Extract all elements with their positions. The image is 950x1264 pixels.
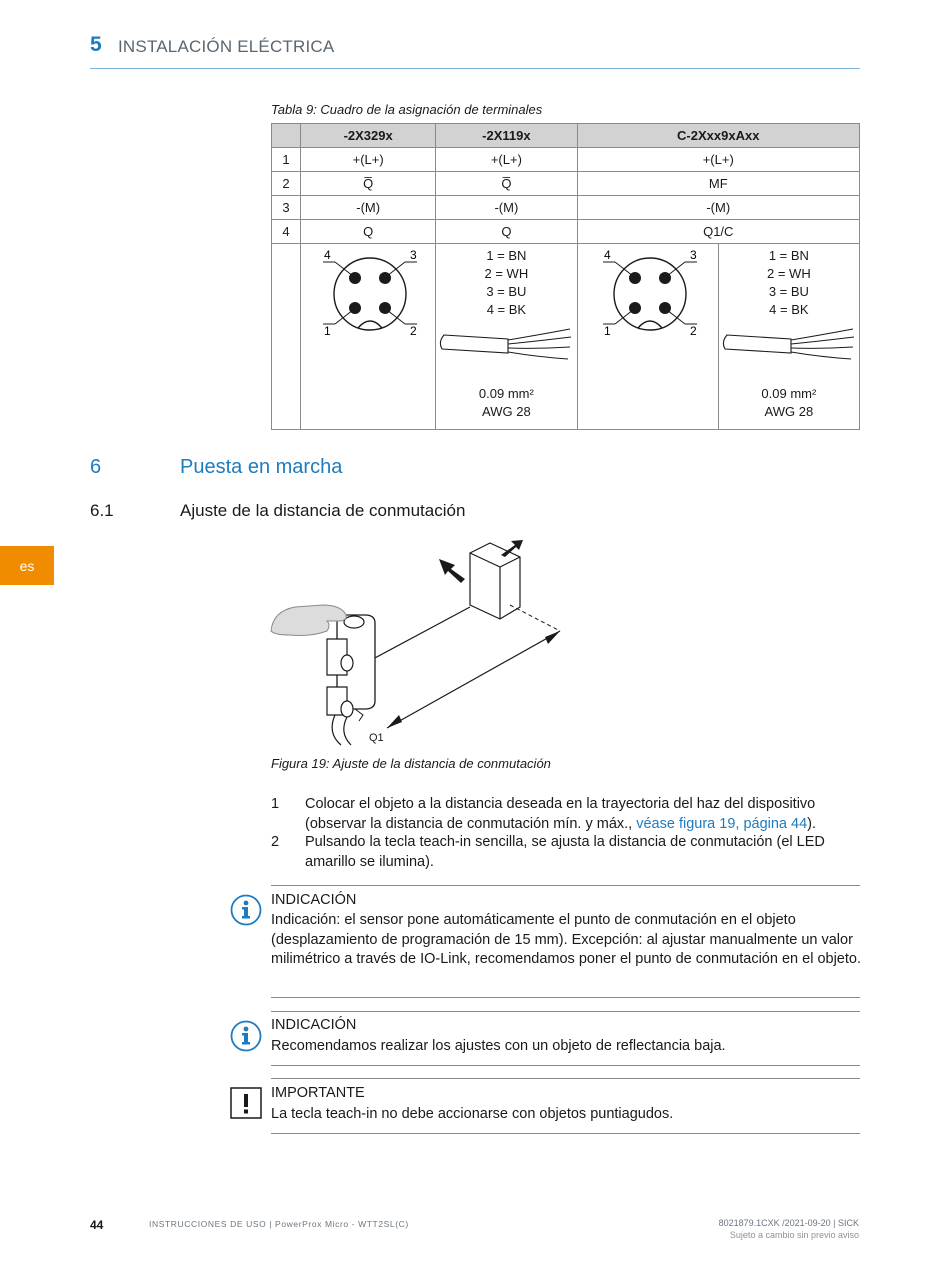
step-suffix: ).: [807, 815, 816, 832]
cable-cell: [718, 244, 859, 430]
chapter-number: 5: [90, 33, 102, 56]
figure-caption: Figura 19: Ajuste de la distancia de conmutación: [271, 756, 551, 771]
page-number: 44: [90, 1218, 104, 1232]
cable-awg: AWG 28: [764, 404, 814, 419]
cable-awg: AWG 28: [482, 404, 531, 419]
table-cell: -(M): [301, 196, 436, 220]
table-row-diagrams: [272, 244, 860, 430]
table-row: [272, 172, 860, 196]
arrow-icon: [439, 559, 465, 583]
table-row: [272, 196, 860, 220]
terminal-table: [271, 123, 860, 430]
table-header-cell: [272, 124, 301, 148]
table-cell: +(L+): [436, 148, 577, 172]
table-cell: -(M): [577, 196, 860, 220]
wire-color: 3 = BU: [486, 284, 527, 299]
note-title: IMPORTANTE: [271, 1085, 365, 1101]
pin-label: 2: [689, 324, 697, 336]
step-body: Colocar el objeto a la distancia deseada en la trayectoria del haz del dispositivo (observar la distancia de conmutación mín. y máx.,: [305, 796, 816, 832]
section-number: 6: [90, 456, 102, 478]
note-text: La tecla teach-in no debe accionarse con objetos puntiagudos.: [271, 1106, 674, 1122]
switching-distance-figure: [265, 535, 575, 750]
connector-cell: [577, 244, 718, 430]
info-icon: [230, 894, 262, 926]
warning-icon: [230, 1087, 262, 1119]
step-number: 2: [271, 834, 280, 850]
table-header-cell: -2X329x: [301, 124, 436, 148]
pin-label: 3: [410, 248, 417, 262]
subsection-title: Ajuste de la distancia de conmutación: [180, 501, 466, 520]
note-text: Recomendamos realizar los ajustes con un objeto de reflectancia baja.: [271, 1038, 726, 1054]
connector-pinout-icon: [583, 246, 713, 336]
table-cell: +(L+): [577, 148, 860, 172]
step-number: 1: [271, 796, 280, 812]
subsection-number: 6.1: [90, 501, 114, 520]
header-rule: [90, 68, 860, 69]
wire-color: 1 = BN: [768, 248, 809, 263]
wire-color: 4 = BK: [486, 302, 527, 317]
wire-color: 1 = BN: [486, 248, 527, 263]
table-cell: Q̅: [301, 172, 436, 196]
note-text: Indicación: el sensor pone automáticamente el punto de conmutación en el objeto (desplazamiento de programación de 15 mm). Excepción: al ajustar manualmente un valor milimétrico a través de IO-Link, recomendamos poner el punto de conmutación en el objeto.: [271, 912, 861, 967]
step-text: [305, 795, 860, 834]
note-rule-bottom: [271, 1133, 860, 1134]
footer-reference: 8021879.1CXK /2021-09-20 | SICK: [718, 1218, 859, 1228]
step-text: Pulsando la tecla teach-in sencilla, se ajusta la distancia de conmutación (el LED amarillo se ilumina).: [305, 834, 825, 870]
connector-pinout-icon: [303, 246, 433, 336]
section-title: Puesta en marcha: [180, 456, 343, 478]
pin-label: 1: [324, 324, 331, 336]
pin-label: 1: [603, 324, 611, 336]
wire-color: 2 = WH: [767, 266, 811, 281]
cable-cell: [436, 244, 577, 430]
note-title: INDICACIÓN: [271, 1017, 357, 1033]
pin-label: 3: [689, 248, 697, 262]
table-row: [272, 220, 860, 244]
note-rule-bottom: [271, 997, 860, 998]
note-rule-top: [271, 885, 860, 886]
wire-color: 2 = WH: [484, 266, 529, 281]
figure-label: Q1: [369, 732, 384, 744]
table-cell: MF: [577, 172, 860, 196]
table-caption: Tabla 9: Cuadro de la asignación de terminales: [271, 102, 543, 117]
table-header-cell: C-2Xxx9xAxx: [577, 124, 860, 148]
info-icon: [230, 1020, 262, 1052]
table-cell: Q1/C: [577, 220, 860, 244]
table-cell-empty: [272, 244, 301, 430]
cable-icon: [438, 323, 574, 367]
table-cell: 4: [272, 220, 301, 244]
table-header-cell: -2X119x: [436, 124, 577, 148]
figure-link[interactable]: véase figura 19, página 44: [636, 815, 808, 832]
wire-color: 3 = BU: [768, 284, 809, 299]
chapter-title: INSTALACIÓN ELÉCTRICA: [118, 37, 335, 56]
cable-section: 0.09 mm²: [478, 386, 534, 401]
table-cell: -(M): [436, 196, 577, 220]
table-row: [272, 148, 860, 172]
table-cell: +(L+): [301, 148, 436, 172]
note-rule-top: [271, 1078, 860, 1079]
note-rule-top: [271, 1011, 860, 1012]
cable-icon: [721, 323, 857, 367]
language-tab[interactable]: es: [0, 546, 54, 585]
table-cell: Q: [301, 220, 436, 244]
pin-label: 4: [603, 248, 611, 262]
wire-color: 4 = BK: [769, 302, 809, 317]
pin-label: 2: [410, 324, 417, 336]
pin-label: 4: [324, 248, 331, 262]
table-cell: 2: [272, 172, 301, 196]
table-cell: Q̅: [436, 172, 577, 196]
table-cell: 1: [272, 148, 301, 172]
cable-section: 0.09 mm²: [761, 386, 817, 401]
note-rule-bottom: [271, 1065, 860, 1066]
connector-cell: [301, 244, 436, 430]
footer-notice: Sujeto a cambio sin previo aviso: [729, 1230, 859, 1240]
table-cell: Q: [436, 220, 577, 244]
footer-doc-title: INSTRUCCIONES DE USO | PowerProx Micro - WTT2SL(C): [149, 1219, 409, 1229]
table-header-row: [272, 124, 860, 148]
note-title: INDICACIÓN: [271, 892, 357, 908]
table-cell: 3: [272, 196, 301, 220]
